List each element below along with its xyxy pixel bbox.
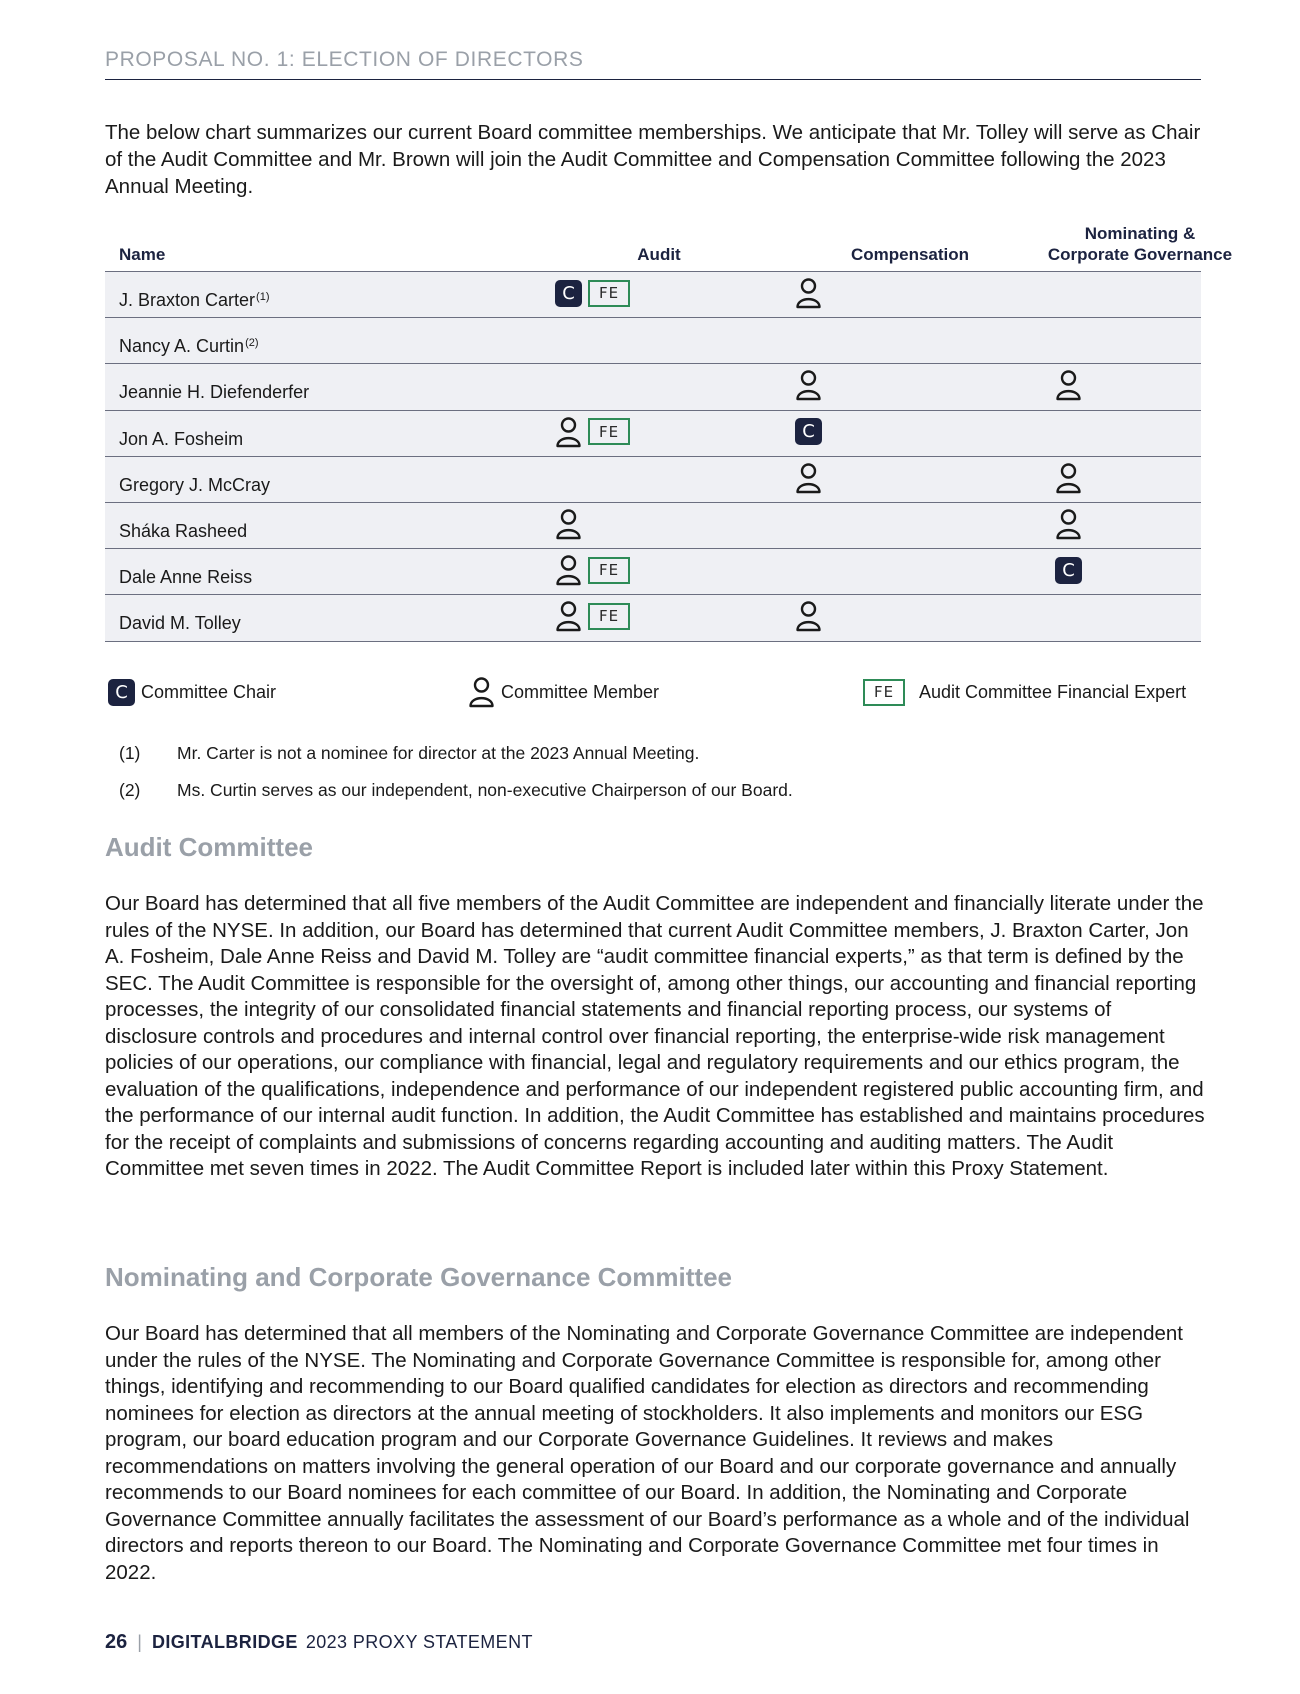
chair-icon: C [555, 280, 582, 307]
director-name [119, 521, 247, 542]
director-name-text: Jon A. Fosheim [119, 428, 244, 449]
member-icon [795, 600, 822, 632]
column-header-nominating-line1: Nominating & [1084, 224, 1196, 243]
footer-separator: | [137, 1632, 142, 1652]
director-name-text: David M. Tolley [119, 613, 241, 634]
member-icon [468, 676, 495, 708]
audit-cell [555, 508, 582, 540]
footnote [119, 780, 1199, 817]
member-icon [1055, 369, 1082, 401]
table-row [105, 272, 1201, 318]
director-name-text: J. Braxton Carter [119, 290, 256, 310]
column-header-nominating-line2: Corporate Governance [1047, 245, 1233, 264]
table-row [105, 411, 1201, 457]
member-icon [795, 369, 822, 401]
chair-icon: C [108, 679, 135, 706]
document-title: 2023 PROXY STATEMENT [305, 1632, 533, 1652]
footnote-number: (1) [119, 743, 141, 763]
member-icon [555, 554, 582, 586]
footnote-text: Mr. Carter is not a nominee for director at the 2023 Annual Meeting. [177, 743, 700, 763]
director-name [119, 429, 243, 450]
nominating-committee-paragraph: Our Board has determined that all members of the Nominating and Corporate Governance Committee are independent under the rules of the NYSE. The Nominating and Corporate Governance Committee is responsible for, among other things, identifying and recommending to our Board qualified candidates for election as directors and recommending nominees for election as directors at the annual meeting of stockholders. It also implements and monitors our ESG program, our board education program and our Corporate Governance Guidelines. It reviews and makes recommendations on matters involving the general operation of our Board and our corporate governance and annually recommends to our Board nominees for each committee of our Board. In addition, the Nominating and Corporate Governance Committee annually facilitates the assessment of our Board’s performance as a whole and of the individual directors and reports thereon to our Board. The Nominating and Corporate Governance Committee met four times in 2022. [105, 1322, 1190, 1584]
audit-cell [555, 277, 630, 309]
legend-member [468, 675, 659, 709]
legend-member-label: Committee Member [501, 681, 660, 702]
page-footer [105, 1631, 533, 1654]
director-name [119, 382, 309, 403]
compensation-cell [795, 600, 822, 632]
section-header [105, 48, 1201, 80]
compensation-cell [795, 369, 822, 401]
chair-icon: C [795, 418, 822, 445]
page-number: 26 [105, 1631, 128, 1653]
legend-fe-label: Audit Committee Financial Expert [919, 681, 1187, 702]
member-icon [795, 462, 822, 494]
nominating-cell [1055, 508, 1082, 540]
footnote-text: Ms. Curtin serves as our independent, non-executive Chairperson of our Board. [177, 780, 793, 800]
director-name-text: Jeannie H. Diefenderfer [119, 382, 310, 403]
legend-chair [108, 675, 276, 709]
member-icon [555, 600, 582, 632]
chair-icon: C [1055, 557, 1082, 584]
director-name-text: Nancy A. Curtin [119, 336, 245, 357]
director-name [119, 336, 259, 357]
financial-expert-icon: FE [863, 679, 905, 706]
compensation-cell [795, 277, 822, 309]
footnotes [119, 743, 1199, 817]
audit-cell [555, 554, 630, 586]
audit-committee-paragraph: Our Board has determined that all five members of the Audit Committee are independent and financially literate under the rules of the NYSE. In addition, our Board has determined that current Audit Committee members, J. Braxton Carter, Jon A. Fosheim, Dale Anne Reiss and David M. Tolley are “audit committee financial experts,” as that term is defined by the SEC. The Audit Committee is responsible for the oversight of, among other things, our accounting and financial reporting processes, the integrity of our consolidated financial statements and financial reporting process, our systems of disclosure controls and procedures and internal control over financial reporting, the enterprise-wide risk management policies of our operations, our compliance with financial, legal and regulatory requirements and our ethics program, the evaluation of the qualifications, independence and performance of our independent registered public accounting firm, and the performance of our internal audit function. In addition, the Audit Committee has established and maintains procedures for the receipt of complaints and submissions of concerns regarding accounting and auditing matters. The Audit Committee met seven times in 2022. The Audit Committee Report is included later within this Proxy Statement. [105, 892, 1205, 1180]
table-body [105, 272, 1201, 642]
compensation-cell [795, 416, 822, 448]
audit-cell [555, 416, 630, 448]
nominating-committee-heading: Nominating and Corporate Governance Committee [105, 1262, 732, 1292]
legend-fe [863, 675, 1186, 709]
table-row [105, 503, 1201, 549]
footnote-number: (2) [119, 780, 141, 800]
director-name [119, 613, 241, 634]
footnote-ref: (2) [245, 337, 259, 350]
financial-expert-icon: FE [588, 418, 630, 445]
audit-committee-heading: Audit Committee [105, 832, 313, 862]
section-title: PROPOSAL NO. 1: ELECTION OF DIRECTORS [105, 48, 584, 71]
director-name-text: Gregory J. McCray [119, 474, 271, 495]
member-icon [1055, 508, 1082, 540]
member-icon [555, 508, 582, 540]
nominating-cell [1055, 462, 1082, 494]
audit-cell [555, 600, 630, 632]
director-name [119, 475, 270, 496]
financial-expert-icon: FE [588, 557, 630, 584]
table-row [105, 318, 1201, 364]
page [105, 0, 1233, 1694]
member-icon [1055, 462, 1082, 494]
financial-expert-icon: FE [588, 603, 630, 630]
column-header-audit: Audit [637, 245, 681, 264]
legend [105, 675, 1201, 709]
nominating-cell [1055, 554, 1082, 586]
committee-table [105, 216, 1233, 642]
nominating-cell [1055, 369, 1082, 401]
director-name [119, 567, 252, 588]
table-header [105, 216, 1233, 272]
company-name: DIGITALBRIDGE [151, 1632, 298, 1652]
director-name [119, 290, 270, 311]
footnote [119, 743, 1199, 780]
financial-expert-icon: FE [588, 280, 630, 307]
table-row [105, 364, 1201, 410]
column-header-nominating [965, 223, 1300, 265]
table-row [105, 457, 1201, 503]
director-name-text: Dale Anne Reiss [119, 567, 253, 588]
director-name-text: Sháka Rasheed [119, 520, 248, 541]
table-row [105, 595, 1201, 641]
intro-paragraph: The below chart summarizes our current Board committee memberships. We anticipate that Mr. Tolley will serve as Chair of the Audit Committee and Mr. Brown will join the Audit Committee and Compensation Committee following the 2023 Annual Meeting. [105, 121, 1201, 198]
member-icon [555, 416, 582, 448]
legend-chair-label: Committee Chair [141, 681, 277, 702]
column-header-compensation: Compensation [850, 245, 970, 264]
footnote-ref: (1) [256, 291, 270, 303]
member-icon [795, 277, 822, 309]
column-header-name: Name [119, 245, 166, 264]
compensation-cell [795, 462, 822, 494]
table-row [105, 549, 1201, 595]
